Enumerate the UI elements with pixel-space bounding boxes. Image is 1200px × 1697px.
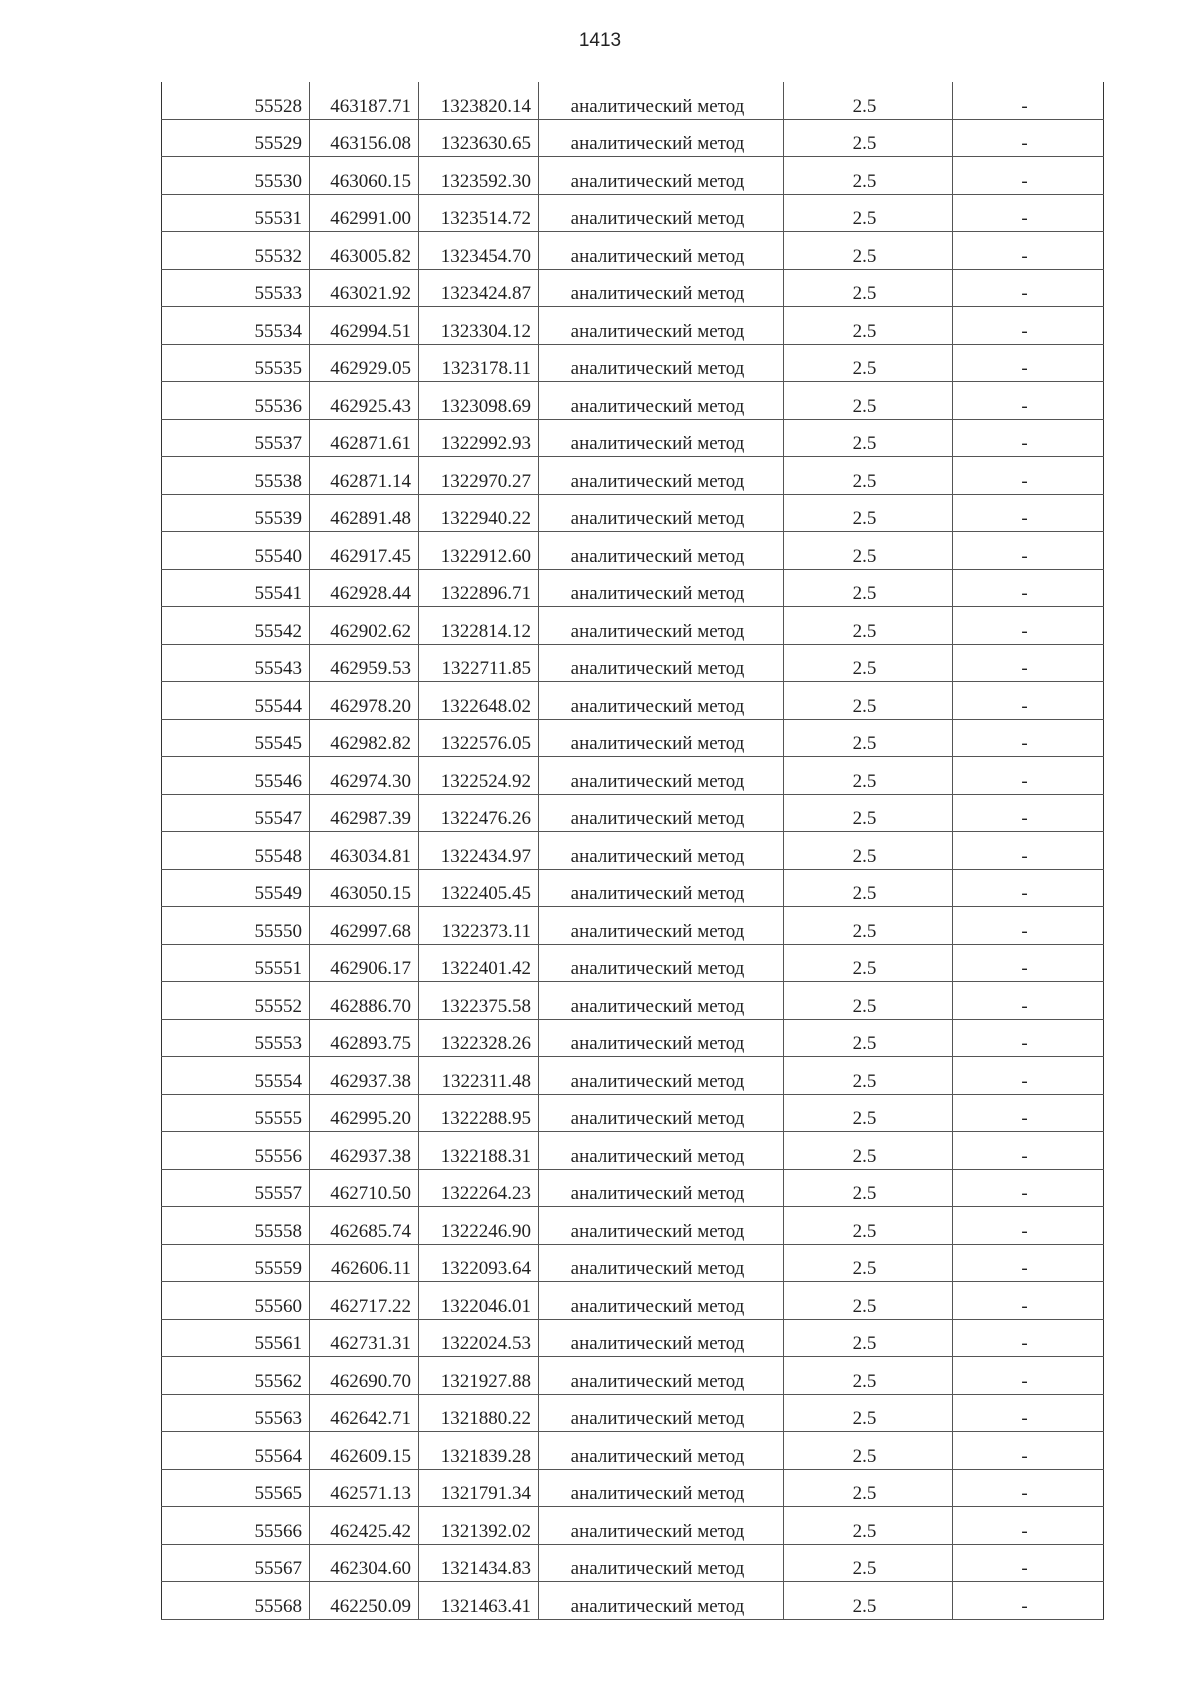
note-cell: - <box>953 1582 1104 1620</box>
y-coordinate-cell: 1322373.11 <box>419 907 539 945</box>
accuracy-cell: 2.5 <box>784 569 953 607</box>
point-number-cell: 55544 <box>162 682 310 720</box>
point-number-cell: 55557 <box>162 1169 310 1207</box>
method-cell: аналитический метод <box>539 1057 784 1095</box>
method-cell: аналитический метод <box>539 757 784 795</box>
table-row <box>162 569 1104 607</box>
note-cell: - <box>953 869 1104 907</box>
accuracy-cell: 2.5 <box>784 1094 953 1132</box>
point-number-cell: 55543 <box>162 644 310 682</box>
note-cell: - <box>953 119 1104 157</box>
table-row <box>162 794 1104 832</box>
note-cell: - <box>953 382 1104 420</box>
method-cell: аналитический метод <box>539 569 784 607</box>
note-cell: - <box>953 457 1104 495</box>
y-coordinate-cell: 1322992.93 <box>419 419 539 457</box>
point-number-cell: 55531 <box>162 194 310 232</box>
x-coordinate-cell: 462690.70 <box>310 1357 419 1395</box>
y-coordinate-cell: 1322711.85 <box>419 644 539 682</box>
method-cell: аналитический метод <box>539 944 784 982</box>
table-row <box>162 1132 1104 1170</box>
y-coordinate-cell: 1321434.83 <box>419 1544 539 1582</box>
y-coordinate-cell: 1323630.65 <box>419 119 539 157</box>
point-number-cell: 55545 <box>162 719 310 757</box>
y-coordinate-cell: 1322401.42 <box>419 944 539 982</box>
table-row <box>162 82 1104 119</box>
method-cell: аналитический метод <box>539 1469 784 1507</box>
method-cell: аналитический метод <box>539 119 784 157</box>
point-number-cell: 55559 <box>162 1244 310 1282</box>
point-number-cell: 55548 <box>162 832 310 870</box>
table-row <box>162 457 1104 495</box>
accuracy-cell: 2.5 <box>784 1169 953 1207</box>
x-coordinate-cell: 462978.20 <box>310 682 419 720</box>
note-cell: - <box>953 194 1104 232</box>
x-coordinate-cell: 462871.61 <box>310 419 419 457</box>
method-cell: аналитический метод <box>539 1582 784 1620</box>
note-cell: - <box>953 1544 1104 1582</box>
point-number-cell: 55537 <box>162 419 310 457</box>
note-cell: - <box>953 1357 1104 1395</box>
x-coordinate-cell: 463156.08 <box>310 119 419 157</box>
method-cell: аналитический метод <box>539 644 784 682</box>
point-number-cell: 55558 <box>162 1207 310 1245</box>
y-coordinate-cell: 1322434.97 <box>419 832 539 870</box>
accuracy-cell: 2.5 <box>784 757 953 795</box>
accuracy-cell: 2.5 <box>784 1357 953 1395</box>
method-cell: аналитический метод <box>539 82 784 119</box>
y-coordinate-cell: 1322046.01 <box>419 1282 539 1320</box>
method-cell: аналитический метод <box>539 1394 784 1432</box>
method-cell: аналитический метод <box>539 269 784 307</box>
note-cell: - <box>953 607 1104 645</box>
accuracy-cell: 2.5 <box>784 944 953 982</box>
table-row <box>162 832 1104 870</box>
y-coordinate-cell: 1322093.64 <box>419 1244 539 1282</box>
x-coordinate-cell: 462571.13 <box>310 1469 419 1507</box>
point-number-cell: 55565 <box>162 1469 310 1507</box>
x-coordinate-cell: 462925.43 <box>310 382 419 420</box>
table-row <box>162 382 1104 420</box>
y-coordinate-cell: 1322576.05 <box>419 719 539 757</box>
table-row <box>162 1319 1104 1357</box>
point-number-cell: 55540 <box>162 532 310 570</box>
note-cell: - <box>953 569 1104 607</box>
x-coordinate-cell: 462609.15 <box>310 1432 419 1470</box>
point-number-cell: 55554 <box>162 1057 310 1095</box>
x-coordinate-cell: 462893.75 <box>310 1019 419 1057</box>
point-number-cell: 55528 <box>162 82 310 119</box>
accuracy-cell: 2.5 <box>784 532 953 570</box>
note-cell: - <box>953 1094 1104 1132</box>
accuracy-cell: 2.5 <box>784 1394 953 1432</box>
point-number-cell: 55561 <box>162 1319 310 1357</box>
method-cell: аналитический метод <box>539 1432 784 1470</box>
point-number-cell: 55550 <box>162 907 310 945</box>
coordinates-table-body <box>162 82 1104 1619</box>
method-cell: аналитический метод <box>539 1507 784 1545</box>
table-row <box>162 1469 1104 1507</box>
accuracy-cell: 2.5 <box>784 644 953 682</box>
table-row <box>162 682 1104 720</box>
table-row <box>162 307 1104 345</box>
accuracy-cell: 2.5 <box>784 1582 953 1620</box>
method-cell: аналитический метод <box>539 1169 784 1207</box>
point-number-cell: 55549 <box>162 869 310 907</box>
table-row <box>162 869 1104 907</box>
point-number-cell: 55534 <box>162 307 310 345</box>
note-cell: - <box>953 157 1104 195</box>
accuracy-cell: 2.5 <box>784 157 953 195</box>
y-coordinate-cell: 1323514.72 <box>419 194 539 232</box>
y-coordinate-cell: 1321463.41 <box>419 1582 539 1620</box>
accuracy-cell: 2.5 <box>784 682 953 720</box>
x-coordinate-cell: 462959.53 <box>310 644 419 682</box>
accuracy-cell: 2.5 <box>784 1132 953 1170</box>
y-coordinate-cell: 1322896.71 <box>419 569 539 607</box>
table-row <box>162 1582 1104 1620</box>
accuracy-cell: 2.5 <box>784 607 953 645</box>
x-coordinate-cell: 463187.71 <box>310 82 419 119</box>
method-cell: аналитический метод <box>539 607 784 645</box>
x-coordinate-cell: 462685.74 <box>310 1207 419 1245</box>
point-number-cell: 55551 <box>162 944 310 982</box>
accuracy-cell: 2.5 <box>784 1319 953 1357</box>
y-coordinate-cell: 1322912.60 <box>419 532 539 570</box>
accuracy-cell: 2.5 <box>784 1507 953 1545</box>
x-coordinate-cell: 462902.62 <box>310 607 419 645</box>
method-cell: аналитический метод <box>539 982 784 1020</box>
table-row <box>162 1507 1104 1545</box>
accuracy-cell: 2.5 <box>784 269 953 307</box>
y-coordinate-cell: 1322188.31 <box>419 1132 539 1170</box>
table-row <box>162 269 1104 307</box>
x-coordinate-cell: 462928.44 <box>310 569 419 607</box>
note-cell: - <box>953 269 1104 307</box>
coordinates-table <box>161 82 1104 1620</box>
accuracy-cell: 2.5 <box>784 457 953 495</box>
x-coordinate-cell: 462717.22 <box>310 1282 419 1320</box>
x-coordinate-cell: 462991.00 <box>310 194 419 232</box>
table-row <box>162 644 1104 682</box>
y-coordinate-cell: 1322405.45 <box>419 869 539 907</box>
x-coordinate-cell: 462917.45 <box>310 532 419 570</box>
table-row <box>162 907 1104 945</box>
table-row <box>162 719 1104 757</box>
point-number-cell: 55542 <box>162 607 310 645</box>
table-row <box>162 1544 1104 1582</box>
y-coordinate-cell: 1323454.70 <box>419 232 539 270</box>
note-cell: - <box>953 832 1104 870</box>
point-number-cell: 55552 <box>162 982 310 1020</box>
table-row <box>162 1169 1104 1207</box>
point-number-cell: 55566 <box>162 1507 310 1545</box>
method-cell: аналитический метод <box>539 1357 784 1395</box>
method-cell: аналитический метод <box>539 1544 784 1582</box>
x-coordinate-cell: 462886.70 <box>310 982 419 1020</box>
y-coordinate-cell: 1322328.26 <box>419 1019 539 1057</box>
accuracy-cell: 2.5 <box>784 1432 953 1470</box>
table-row <box>162 757 1104 795</box>
y-coordinate-cell: 1323592.30 <box>419 157 539 195</box>
y-coordinate-cell: 1322524.92 <box>419 757 539 795</box>
y-coordinate-cell: 1322024.53 <box>419 1319 539 1357</box>
note-cell: - <box>953 1432 1104 1470</box>
y-coordinate-cell: 1322648.02 <box>419 682 539 720</box>
note-cell: - <box>953 644 1104 682</box>
y-coordinate-cell: 1321392.02 <box>419 1507 539 1545</box>
table-row <box>162 982 1104 1020</box>
method-cell: аналитический метод <box>539 869 784 907</box>
accuracy-cell: 2.5 <box>784 82 953 119</box>
point-number-cell: 55529 <box>162 119 310 157</box>
note-cell: - <box>953 1244 1104 1282</box>
x-coordinate-cell: 462871.14 <box>310 457 419 495</box>
x-coordinate-cell: 462937.38 <box>310 1132 419 1170</box>
note-cell: - <box>953 1207 1104 1245</box>
y-coordinate-cell: 1322940.22 <box>419 494 539 532</box>
method-cell: аналитический метод <box>539 194 784 232</box>
note-cell: - <box>953 682 1104 720</box>
method-cell: аналитический метод <box>539 719 784 757</box>
x-coordinate-cell: 462606.11 <box>310 1244 419 1282</box>
x-coordinate-cell: 462642.71 <box>310 1394 419 1432</box>
point-number-cell: 55567 <box>162 1544 310 1582</box>
point-number-cell: 55563 <box>162 1394 310 1432</box>
note-cell: - <box>953 1019 1104 1057</box>
point-number-cell: 55532 <box>162 232 310 270</box>
table-row <box>162 119 1104 157</box>
table-row <box>162 419 1104 457</box>
y-coordinate-cell: 1322288.95 <box>419 1094 539 1132</box>
point-number-cell: 55539 <box>162 494 310 532</box>
x-coordinate-cell: 462304.60 <box>310 1544 419 1582</box>
x-coordinate-cell: 462731.31 <box>310 1319 419 1357</box>
note-cell: - <box>953 307 1104 345</box>
accuracy-cell: 2.5 <box>784 419 953 457</box>
note-cell: - <box>953 757 1104 795</box>
x-coordinate-cell: 463060.15 <box>310 157 419 195</box>
point-number-cell: 55547 <box>162 794 310 832</box>
x-coordinate-cell: 462994.51 <box>310 307 419 345</box>
table-row <box>162 194 1104 232</box>
note-cell: - <box>953 232 1104 270</box>
accuracy-cell: 2.5 <box>784 119 953 157</box>
point-number-cell: 55560 <box>162 1282 310 1320</box>
accuracy-cell: 2.5 <box>784 1057 953 1095</box>
note-cell: - <box>953 532 1104 570</box>
x-coordinate-cell: 462250.09 <box>310 1582 419 1620</box>
method-cell: аналитический метод <box>539 1244 784 1282</box>
point-number-cell: 55533 <box>162 269 310 307</box>
note-cell: - <box>953 1282 1104 1320</box>
method-cell: аналитический метод <box>539 532 784 570</box>
method-cell: аналитический метод <box>539 794 784 832</box>
y-coordinate-cell: 1321791.34 <box>419 1469 539 1507</box>
method-cell: аналитический метод <box>539 1094 784 1132</box>
accuracy-cell: 2.5 <box>784 494 953 532</box>
accuracy-cell: 2.5 <box>784 719 953 757</box>
x-coordinate-cell: 462425.42 <box>310 1507 419 1545</box>
point-number-cell: 55530 <box>162 157 310 195</box>
accuracy-cell: 2.5 <box>784 907 953 945</box>
table-row <box>162 607 1104 645</box>
table-row <box>162 1057 1104 1095</box>
y-coordinate-cell: 1321839.28 <box>419 1432 539 1470</box>
note-cell: - <box>953 1319 1104 1357</box>
table-row <box>162 1432 1104 1470</box>
accuracy-cell: 2.5 <box>784 1244 953 1282</box>
x-coordinate-cell: 463050.15 <box>310 869 419 907</box>
table-row <box>162 532 1104 570</box>
note-cell: - <box>953 494 1104 532</box>
note-cell: - <box>953 1507 1104 1545</box>
accuracy-cell: 2.5 <box>784 307 953 345</box>
table-row <box>162 1094 1104 1132</box>
note-cell: - <box>953 719 1104 757</box>
accuracy-cell: 2.5 <box>784 1019 953 1057</box>
accuracy-cell: 2.5 <box>784 869 953 907</box>
y-coordinate-cell: 1322311.48 <box>419 1057 539 1095</box>
y-coordinate-cell: 1322264.23 <box>419 1169 539 1207</box>
method-cell: аналитический метод <box>539 832 784 870</box>
table-row <box>162 1394 1104 1432</box>
y-coordinate-cell: 1322814.12 <box>419 607 539 645</box>
y-coordinate-cell: 1322246.90 <box>419 1207 539 1245</box>
y-coordinate-cell: 1323820.14 <box>419 82 539 119</box>
method-cell: аналитический метод <box>539 1132 784 1170</box>
point-number-cell: 55555 <box>162 1094 310 1132</box>
method-cell: аналитический метод <box>539 232 784 270</box>
page-number: 1413 <box>578 30 622 51</box>
y-coordinate-cell: 1321880.22 <box>419 1394 539 1432</box>
y-coordinate-cell: 1321927.88 <box>419 1357 539 1395</box>
point-number-cell: 55546 <box>162 757 310 795</box>
y-coordinate-cell: 1322476.26 <box>419 794 539 832</box>
note-cell: - <box>953 344 1104 382</box>
method-cell: аналитический метод <box>539 907 784 945</box>
accuracy-cell: 2.5 <box>784 194 953 232</box>
x-coordinate-cell: 462974.30 <box>310 757 419 795</box>
accuracy-cell: 2.5 <box>784 382 953 420</box>
note-cell: - <box>953 1469 1104 1507</box>
table-row <box>162 494 1104 532</box>
method-cell: аналитический метод <box>539 1207 784 1245</box>
method-cell: аналитический метод <box>539 457 784 495</box>
note-cell: - <box>953 1057 1104 1095</box>
method-cell: аналитический метод <box>539 344 784 382</box>
point-number-cell: 55562 <box>162 1357 310 1395</box>
table-row <box>162 1357 1104 1395</box>
table-row <box>162 157 1104 195</box>
x-coordinate-cell: 462929.05 <box>310 344 419 382</box>
point-number-cell: 55535 <box>162 344 310 382</box>
x-coordinate-cell: 462937.38 <box>310 1057 419 1095</box>
x-coordinate-cell: 462906.17 <box>310 944 419 982</box>
accuracy-cell: 2.5 <box>784 344 953 382</box>
x-coordinate-cell: 462987.39 <box>310 794 419 832</box>
x-coordinate-cell: 462995.20 <box>310 1094 419 1132</box>
method-cell: аналитический метод <box>539 307 784 345</box>
y-coordinate-cell: 1323178.11 <box>419 344 539 382</box>
point-number-cell: 55536 <box>162 382 310 420</box>
point-number-cell: 55556 <box>162 1132 310 1170</box>
table-row <box>162 1019 1104 1057</box>
point-number-cell: 55541 <box>162 569 310 607</box>
x-coordinate-cell: 462982.82 <box>310 719 419 757</box>
table-row <box>162 1207 1104 1245</box>
table-row <box>162 944 1104 982</box>
note-cell: - <box>953 1132 1104 1170</box>
table-row <box>162 344 1104 382</box>
point-number-cell: 55568 <box>162 1582 310 1620</box>
x-coordinate-cell: 462891.48 <box>310 494 419 532</box>
method-cell: аналитический метод <box>539 1282 784 1320</box>
x-coordinate-cell: 463021.92 <box>310 269 419 307</box>
note-cell: - <box>953 82 1104 119</box>
note-cell: - <box>953 1394 1104 1432</box>
y-coordinate-cell: 1323098.69 <box>419 382 539 420</box>
method-cell: аналитический метод <box>539 1019 784 1057</box>
accuracy-cell: 2.5 <box>784 832 953 870</box>
x-coordinate-cell: 462997.68 <box>310 907 419 945</box>
y-coordinate-cell: 1322375.58 <box>419 982 539 1020</box>
note-cell: - <box>953 944 1104 982</box>
y-coordinate-cell: 1322970.27 <box>419 457 539 495</box>
point-number-cell: 55553 <box>162 1019 310 1057</box>
table-row <box>162 232 1104 270</box>
accuracy-cell: 2.5 <box>784 982 953 1020</box>
accuracy-cell: 2.5 <box>784 1207 953 1245</box>
accuracy-cell: 2.5 <box>784 1544 953 1582</box>
note-cell: - <box>953 907 1104 945</box>
accuracy-cell: 2.5 <box>784 1282 953 1320</box>
method-cell: аналитический метод <box>539 382 784 420</box>
method-cell: аналитический метод <box>539 494 784 532</box>
accuracy-cell: 2.5 <box>784 794 953 832</box>
table-row <box>162 1282 1104 1320</box>
y-coordinate-cell: 1323304.12 <box>419 307 539 345</box>
y-coordinate-cell: 1323424.87 <box>419 269 539 307</box>
x-coordinate-cell: 463034.81 <box>310 832 419 870</box>
note-cell: - <box>953 794 1104 832</box>
method-cell: аналитический метод <box>539 419 784 457</box>
accuracy-cell: 2.5 <box>784 1469 953 1507</box>
method-cell: аналитический метод <box>539 1319 784 1357</box>
method-cell: аналитический метод <box>539 682 784 720</box>
x-coordinate-cell: 463005.82 <box>310 232 419 270</box>
point-number-cell: 55564 <box>162 1432 310 1470</box>
accuracy-cell: 2.5 <box>784 232 953 270</box>
x-coordinate-cell: 462710.50 <box>310 1169 419 1207</box>
note-cell: - <box>953 982 1104 1020</box>
note-cell: - <box>953 1169 1104 1207</box>
method-cell: аналитический метод <box>539 157 784 195</box>
note-cell: - <box>953 419 1104 457</box>
point-number-cell: 55538 <box>162 457 310 495</box>
table-row <box>162 1244 1104 1282</box>
